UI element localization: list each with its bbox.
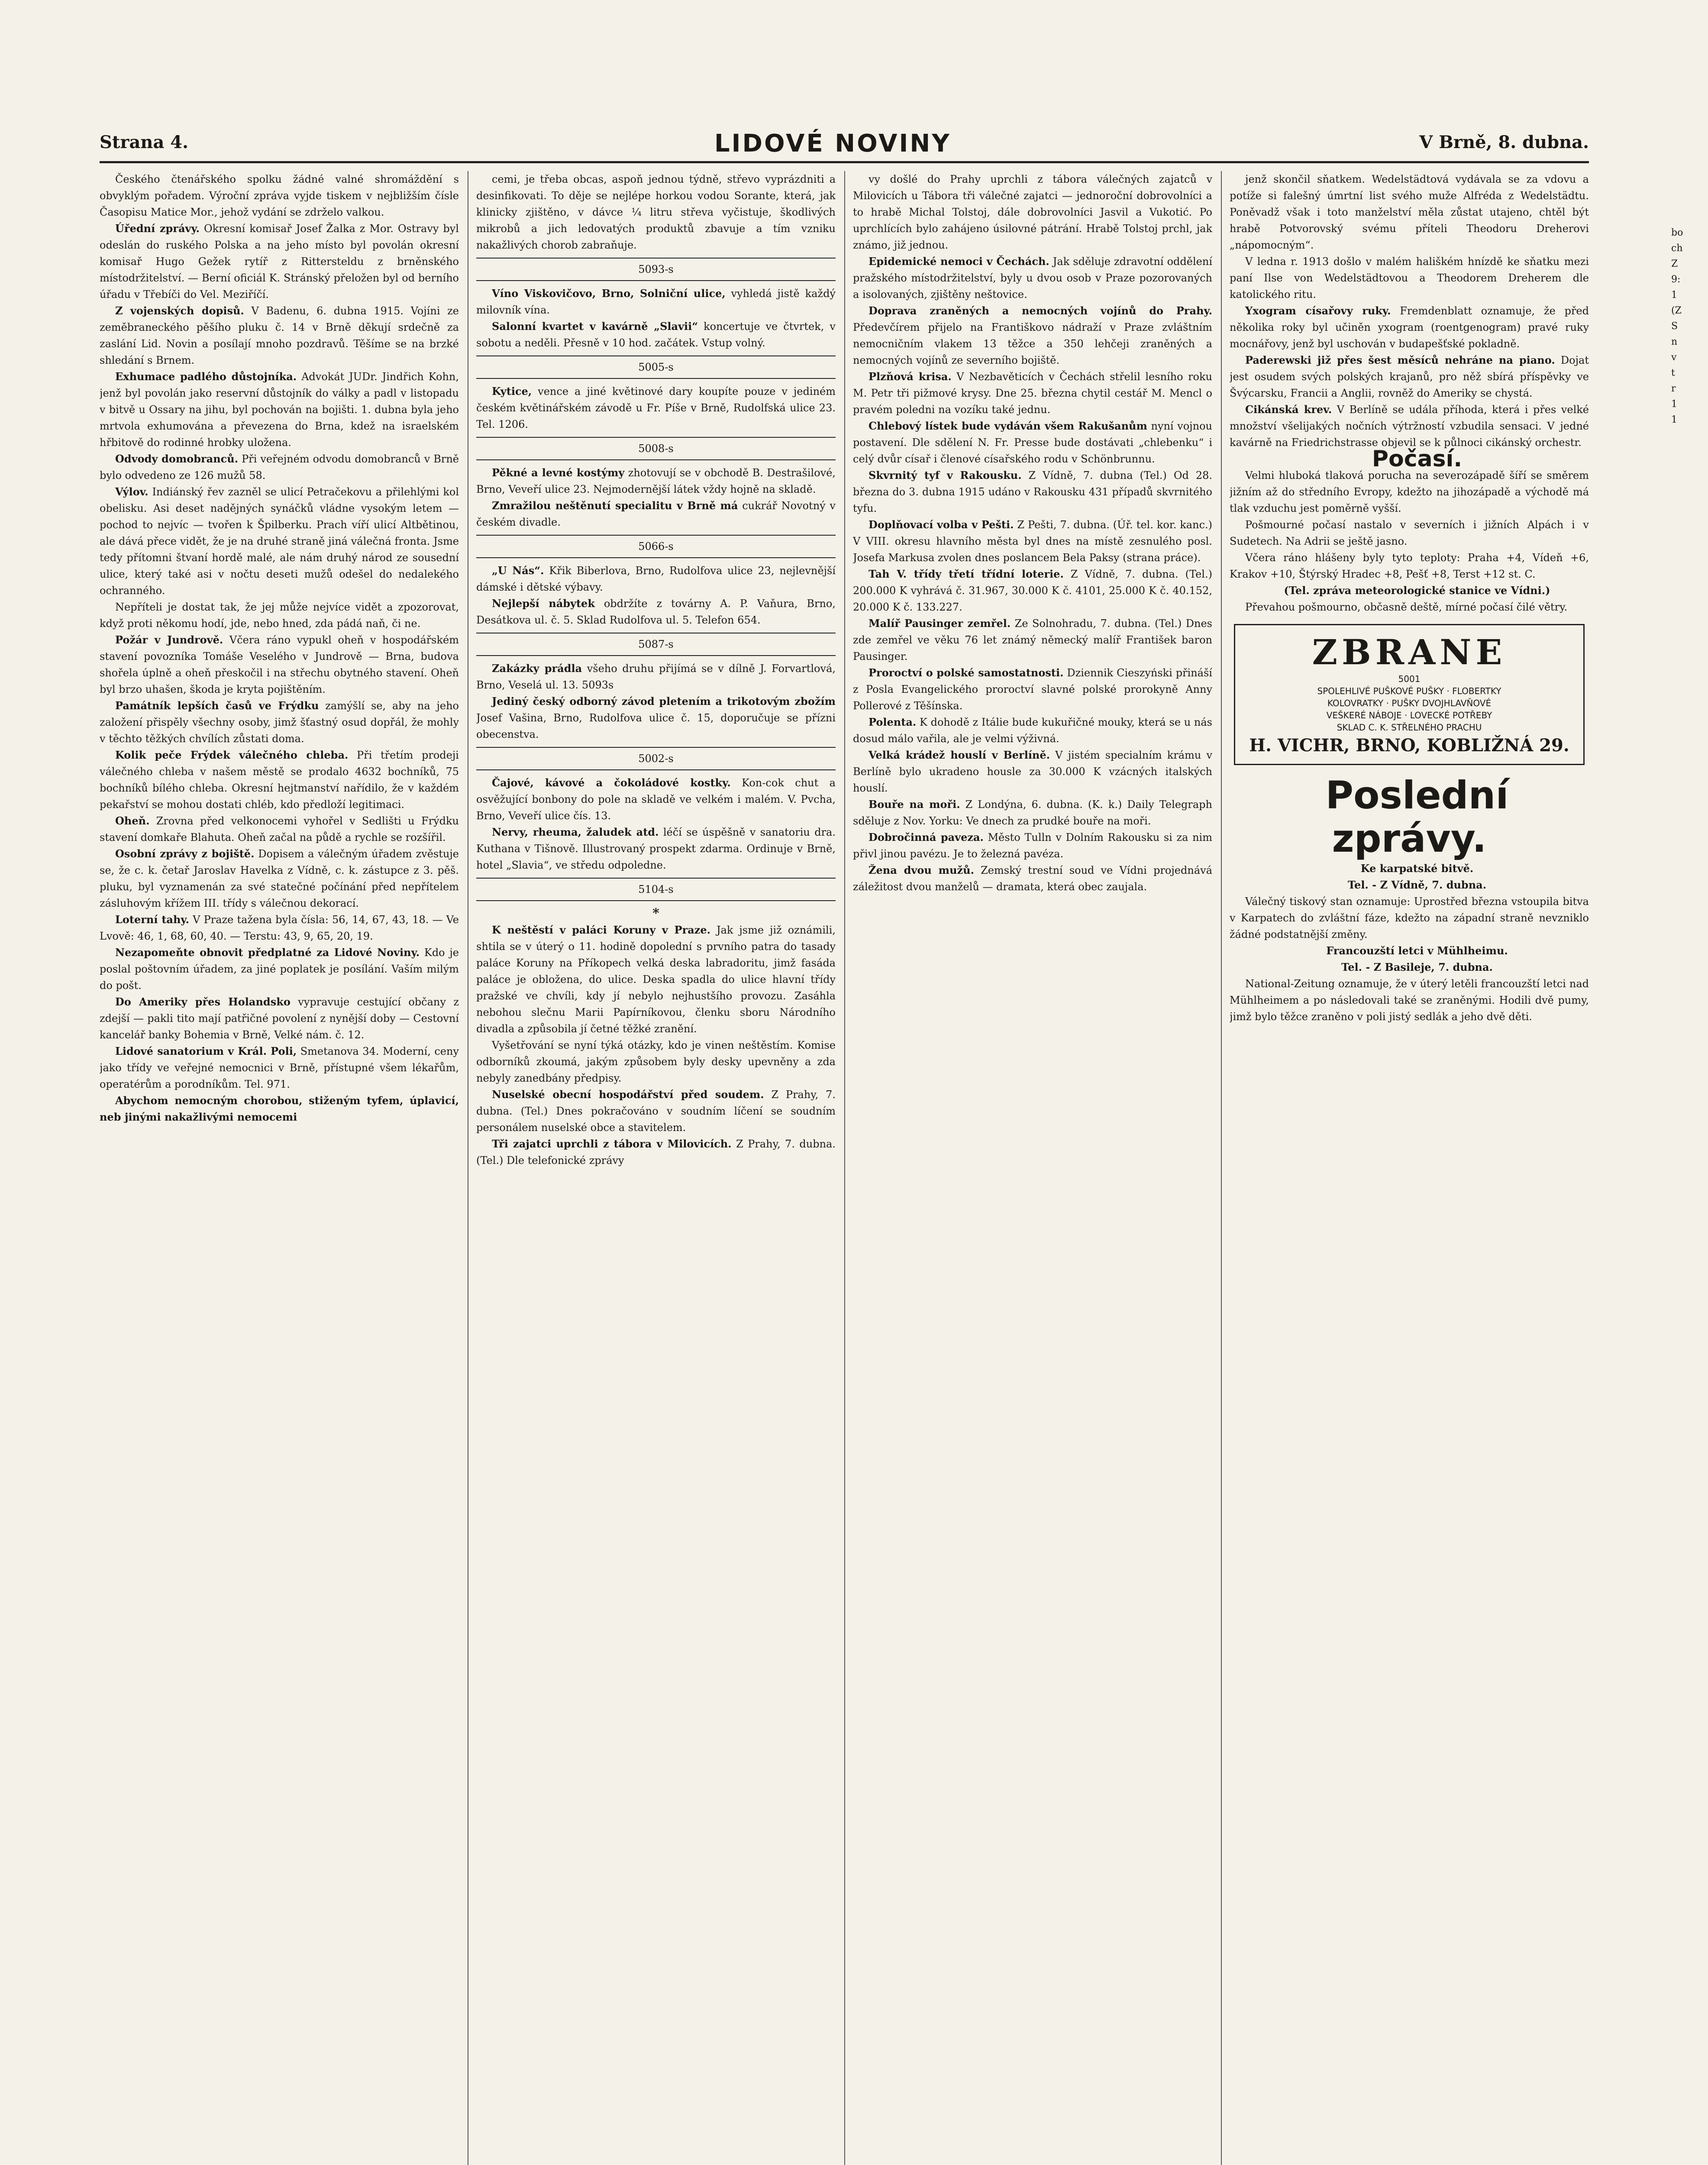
article-text: V Badenu, 6. dubna 1915. Vojíni ze zeměbraneckého pěšího pluku č. 14 v Brně děkují srdečně za zaslání Lid. Novin a posílají mnoho pozdravů. Těšíme se na brzké shledání s Brnem. (100, 305, 459, 366)
article-headline: Proroctví o polské samostatnosti. (869, 666, 1064, 679)
article-text: Velmi hluboká tlaková porucha na severozápadě šíří se směrem jižním až do středního Evropy, kdežto na jihozápadě a východě má tlak vzduchu jest poměrně vyšší. (1230, 469, 1589, 514)
article-text: Zemský trestní soud ve Vídni projednává záležitost dvou manželů — dramata, která obec zaujala. (853, 864, 1212, 893)
column-2 (476, 171, 836, 2165)
article-text: Dojat jest osudem svých polských krajanů, pro něž sbírá příspěvky ve Švýcarsku, Francii a Anglii, rovněž do Ameriky se chystá. (1230, 354, 1589, 399)
article-text: Okresní komisař Josef Žalka z Mor. Ostravy byl odeslán do ruského Polska a na jeho místo byl povolán okresní komisař Hugo Gežek rytíř z Rittersteldu z brněnského místodržitelství. — Berní oficiál K. Stránský přeložen byl od berního úřadu v Třebíči do Vel. Meziříčí. (100, 223, 459, 301)
article-text: Převahou pošmourno, občasně deště, mírné počasí čilé větry. (1245, 601, 1568, 613)
article-headline: Zakázky prádla (492, 662, 582, 675)
subheading: Francouzští letci v Mühlheimu. (1326, 944, 1508, 957)
article-headline: Tah V. třídy třetí třídní loterie. (869, 568, 1064, 580)
article-text: Ze Solnohradu, 7. dubna. (Tel.) Dnes zde zemřel ve věku 76 let známý německý malíř František baron Pausinger. (853, 617, 1212, 662)
article-paragraph (853, 829, 1212, 862)
article-paragraph (100, 368, 459, 451)
article-paragraph (853, 665, 1212, 714)
ad-code: 5002-s (476, 747, 836, 770)
article-paragraph (1230, 352, 1589, 401)
article-text: cemi, je třeba obcas, aspoň jednou týdně, střevo vyprázdniti a desinfikovati. To děje se nejlépe horkou vodou Sorante, která, jak klinicky zjištěno, v dávce ¼ litru střeva vyčistuje, škodlivých mikrobů a jich ledovatých produktů zbavuje a tím vzniku nakažlivých chorob zabraňuje. (476, 173, 836, 251)
column-divider (844, 171, 845, 2165)
advert-line: SPOLEHLIVÉ PUŠKOVÉ PUŠKY · FLOBERTKY (1317, 686, 1501, 696)
advert-line: VEŠKERÉ NÁBOJE · LOVECKÉ POTŘEBY (1326, 710, 1492, 721)
article-paragraph (853, 253, 1212, 303)
article-text: Včera ráno hlášeny byly tyto teploty: Praha +4, Vídeň +6, Krakov +10, Štýrský Hradec +8, Pešť +8, Terst +12 st. C. (1230, 552, 1589, 580)
article-paragraph (476, 465, 836, 498)
article-text: V Praze tažena byla čísla: 56, 14, 67, 43, 18. — Ve Lvově: 46, 1, 68, 60, 40. — Terstu: 43, 9, 65, 20, 19. (100, 914, 459, 942)
article-headline: Nejlepší nábytek (492, 597, 595, 610)
article-headline: Víno Viskovičovo, Brno, Solniční ulice, (492, 287, 726, 300)
article-paragraph (100, 484, 459, 599)
subheading: (Tel. zpráva meteorologické stanice ve Vídni.) (1284, 584, 1550, 597)
article-text: Smetanova 34. Moderní, ceny jako třídy ve veřejné nemocnici v Brně, přístupné všem lékařům, operatérům a porodníkům. Tel. 971. (100, 1045, 459, 1090)
article-headline: Pěkné a levné kostýmy (492, 466, 625, 479)
article-text: všeho druhu přijímá se v dílně J. Forvartlová, Brno, Veselá ul. 13. 5093s (476, 662, 836, 691)
article-paragraph (100, 303, 459, 368)
article-headline: Výlov. (115, 485, 149, 498)
article-paragraph (100, 632, 459, 698)
article-paragraph (853, 862, 1212, 895)
section-separator: * (652, 906, 659, 921)
article-headline: Do Ameriky přes Holandsko (115, 995, 291, 1008)
ad-code: 5104-s (476, 878, 836, 901)
article-headline: Požár v Jundrově. (115, 633, 223, 646)
article-headline: Tři zajatci uprchli z tábora v Milovicích. (492, 1137, 732, 1150)
subheading: Tel. - Z Basileje, 7. dubna. (1341, 961, 1493, 973)
article-paragraph (1230, 976, 1589, 1025)
article-headline: Epidemické nemoci v Čechách. (869, 255, 1049, 268)
article-text: Kdo je poslal poštovním úřadem, za jiné poplatek je posílání. Vaším milým do pošt. (100, 947, 459, 992)
article-text: obdržíte z továrny A. P. Vaňura, Brno, Desátkova ul. č. 5. Sklad Rudolfova ul. 5. Telefon 654. (476, 598, 836, 626)
article-headline: Nervy, rheuma, žaludek atd. (492, 826, 659, 838)
article-paragraph (1230, 517, 1589, 549)
article-headline: Zmražilou neštěnutí specialitu v Brně má (492, 499, 738, 512)
article-paragraph (476, 318, 836, 351)
article-headline: Odvody domobranců. (115, 452, 239, 465)
article-headline: Salonní kvartet v kavárně „Slavii“ (492, 320, 698, 333)
article-text: Z Prahy, 7. dubna. (Tel.) Dle telefonické zprávy (476, 1138, 836, 1167)
article-headline: Nuselské obecní hospodářství před soudem. (492, 1088, 764, 1101)
dateline: V Brně, 8. dubna. (1419, 132, 1589, 152)
article-text: Z Prahy, 7. dubna. (Tel.) Dnes pokračováno v soudním líčení se soudním personálem nuselské obce a stavitelem. (476, 1089, 836, 1134)
header-rule (100, 161, 1589, 163)
article-paragraph (100, 220, 459, 303)
article-headline: Velká krádež houslí v Berlíně. (869, 749, 1050, 761)
advert-code: 5001 (1398, 674, 1421, 684)
article-paragraph (853, 467, 1212, 517)
article-text: Dziennik Cieszyński přináší z Posla Evangelického proroctví slavné polské prorokyně Anny Pollerové z Těšínska. (853, 667, 1212, 712)
article-paragraph (853, 615, 1212, 665)
article-headline: Nezapomeňte obnovit předplatné za Lidové Noviny. (115, 946, 420, 959)
article-headline: Exhumace padlého důstojníka. (115, 370, 297, 383)
advert-zbrane (1234, 624, 1585, 765)
article-text: Z Vídně, 7. dubna (Tel.) Od 28. března do 3. dubna 1915 udáno v Rakousku 431 případů skvrnitého tyfu. (853, 469, 1212, 514)
ad-code: 5093-s (476, 258, 836, 281)
article-paragraph (476, 562, 836, 595)
page-number: Strana 4. (100, 132, 189, 152)
article-paragraph (853, 303, 1212, 368)
article-text: Při veřejném odvodu domobranců v Brně bylo odvedeno ze 126 mužů 58. (100, 453, 459, 481)
article-paragraph (1230, 303, 1589, 352)
article-paragraph (476, 1086, 836, 1136)
article-paragraph (853, 368, 1212, 418)
column-1 (100, 171, 459, 2165)
article-headline: Žena dvou mužů. (869, 864, 974, 876)
advert-address: H. VICHR, BRNO, KOBLIŽNÁ 29. (1249, 735, 1569, 756)
article-headline: Malíř Pausinger zemřel. (869, 617, 1011, 630)
article-paragraph (476, 693, 836, 743)
article-paragraph (1230, 467, 1589, 517)
article-paragraph (100, 994, 459, 1043)
article-text: vyhledá jistě každý milovník vína. (476, 288, 836, 316)
article-text: Fremdenblatt oznamuje, že před několika roky byl učiněn yxogram (roentgenogram) pravé ruky mocnářovy, jenž byl uschován v budapešťské pokladně. (1230, 305, 1589, 350)
column-4 (1230, 171, 1589, 2165)
article-text: Válečný tiskový stan oznamuje: Uprostřed března vstoupila bitva v Karpatech do zvláštní fáze, kdežto na západní straně nevzniklo žádné podstatnější změny. (1230, 895, 1589, 940)
article-headline: Jediný český odborný závod pletením a trikotovým zbožím (492, 695, 836, 708)
article-paragraph (476, 922, 836, 1037)
article-text: Vyšetřování se nyní týká otázky, kdo je vinen neštěstím. Komise odborníků zkoumá, jakým způsobem byly desky upevněny a zda nebyly zanedbány předpisy. (476, 1039, 836, 1084)
article-text: Jak sděluje zdravotní oddělení pražského místodržitelství, byly u dvou osob v Praze pozorovaných a isolovaných, zjištěny neštovice. (853, 255, 1212, 301)
article-text: Dopisem a válečným úřadem zvěstuje se, že c. k. četař Jaroslav Havelka z Vídně, c. k. zástupce z 3. pěš. pluku, byl vyznamenán za své statečné počínání před nepřítelem zásluhovým křížem III. třídy s válečnou dekorací. (100, 848, 459, 909)
ad-code: 5066-s (476, 535, 836, 558)
article-paragraph (476, 775, 836, 824)
article-paragraph (100, 171, 459, 220)
masthead (100, 129, 1589, 171)
advert-line: KOLOVRATKY · PUŠKY DVOJHLAVŇOVÉ (1327, 698, 1492, 708)
article-text: Josef Vašina, Brno, Rudolfova ulice č. 15, doporučuje se přízni obecenstva. (476, 712, 836, 740)
article-text: K dohodě z Itálie bude kukuřičné mouky, která se u nás dosud málo vařila, ale je velmi výživná. (853, 716, 1212, 745)
article-paragraph (476, 498, 836, 530)
newspaper-title: LIDOVÉ NOVINY (714, 129, 951, 158)
ad-code: 5087-s (476, 633, 836, 656)
article-paragraph (1230, 893, 1589, 943)
article-paragraph (1230, 253, 1589, 303)
article-headline: Loterní tahy. (115, 913, 189, 926)
article-text: Z Londýna, 6. dubna. (K. k.) Daily Telegraph sděluje z Nov. Yorku: Ve dnech za prudké bouře na moři. (853, 798, 1212, 827)
article-paragraph (853, 171, 1212, 253)
advert-title: ZBRANE (1312, 632, 1507, 672)
article-text: Z Vídně, 7. dubna. (Tel.) 200.000 K vyhrává č. 31.967, 30.000 K č. 4101, 25.000 K č. 40.152, 20.000 K č. 133.227. (853, 568, 1212, 613)
article-paragraph (1230, 549, 1589, 582)
article-text: léčí se úspěšně v sanatoriu dra. Kuthana v Tišnově. Illustrovaný prospekt zdarma. Ordinuje v Brně, hotel „Slavia“, ve středu odpoledne. (476, 826, 836, 871)
article-headline: Yxogram císařovy ruky. (1245, 304, 1391, 317)
article-headline: Osobní zprávy z bojiště. (115, 847, 255, 860)
article-headline: Skvrnitý tyf v Rakousku. (869, 469, 1022, 481)
article-paragraph (853, 747, 1212, 796)
article-paragraph (100, 698, 459, 747)
article-paragraph (100, 1092, 459, 1125)
article-text: Město Tulln v Dolním Rakousku si za nim přivl jinou pavézu. Je to železná pavéza. (853, 831, 1212, 860)
article-text: Z Pešti, 7. dubna. (Úř. tel. kor. kanc.) V VIII. okresu hlavního města byl dnes na místě zesnulého posl. Josefa Markusa zvolen dnes poslancem Bela Paksy (strana práce). (853, 519, 1212, 564)
article-headline: Čajové, kávové a čokoládové kostky. (492, 776, 731, 789)
article-headline: K neštěstí v paláci Koruny v Praze. (492, 924, 711, 936)
article-headline: Oheň. (115, 814, 150, 827)
latest-news-heading: Poslední zprávy. (1325, 773, 1509, 861)
article-text: Křik Biberlova, Brno, Rudolfova ulice 23, nejlevnější dámské i dětské výbavy. (476, 565, 836, 593)
article-headline: Chlebový lístek bude vydáván všem Rakušanům (869, 420, 1147, 432)
article-text: V jistém specialním krámu v Berlíně bylo ukradeno housle za 30.000 K vzácných italských houslí. (853, 749, 1212, 794)
article-paragraph (853, 714, 1212, 747)
article-paragraph (476, 1037, 836, 1086)
article-paragraph (100, 599, 459, 632)
article-headline: Doplňovací volba v Pešti. (869, 518, 1014, 531)
article-headline: „U Nás“. (492, 564, 544, 577)
article-text: Při třetím prodeji válečného chleba v našem městě se prodalo 4632 bochníků, 75 bochníků bílého chleba. Okresní hejtmanství nařídilo, že v každém pekařství se mohou dostati chléb, kdo předloží legitimaci. (100, 749, 459, 811)
article-text: Včera ráno vypukl oheň v hospodářském stavení povozníka Tomáše Veselého v Jundrově — Brna, budova shořela úplně a oheň přeskočil i na střechu obytného stavení. Oheň byl brzo uhašen, škoda je kryta pojištěním. (100, 634, 459, 695)
article-headline: Kytice, (492, 385, 532, 397)
article-text: zhotovují se v obchodě B. Destrašilové, Brno, Veveří ulice 23. Nejmodernější látek vždy hojně na skladě. (476, 467, 836, 495)
article-text: Českého čtenářského spolku žádné valné shromáždění s obvyklým pořadem. Výroční zpráva vyjde tiskem v nejbližším čísle Časopisu Matice Mor., jehož vydání se zdrželo valkou. (100, 173, 459, 218)
article-text: Nepříteli je dostat tak, že jej může nejvíce vidět a zpozorovat, když proti někomu hodí, jde, nebo hned, zda pádá naň, či ne. (100, 601, 459, 630)
article-text: V Berlíně se udála příhoda, která i přes velké množství všelijakých nočních výtržností vzbudila sensaci. V jedné kavárně na Friedrichstrasse objevil se k půlnoci cikánský orchestr. (1230, 404, 1589, 449)
article-text: nyní vojnou postavení. Dle sdělení N. Fr. Presse bude dostávati „chlebenku“ i celý dvůr císař i členové císařského rodu v Schönbrunnu. (853, 420, 1212, 465)
article-paragraph (476, 171, 836, 253)
article-headline: Dobročinná paveza. (869, 831, 984, 843)
article-headline: Památník lepších časů ve Frýdku (115, 699, 319, 712)
article-text: V Nezbavěticích v Čechách střelil lesního roku M. Petr tři pižmové krysy. Dne 25. března chytil cestář M. Mencl o pravém poledni na vozíku také jednu. (853, 371, 1212, 416)
article-text: cukrář Novotný v českém divadle. (476, 500, 836, 528)
article-paragraph (100, 1043, 459, 1092)
article-paragraph (476, 1136, 836, 1169)
article-headline: Paderewski již přes šest měsíců nehráne na piano. (1245, 354, 1555, 366)
article-text: vy došlé do Prahy uprchli z tábora válečných zajatců v Milovicích u Tábora tři válečné zajatci — jednoroční dobrovolníci a to hrabě Michal Tolstoj, dále dobrovolníci Jasvil a Vukotić. Po uprchlících bylo zahájeno úsilovné pátrání. Hrabě Tolstoj prchl, jak známo, již jednou. (853, 173, 1212, 251)
article-text: vypravuje cestující občany z zdejší — pakli tito mají patřičné povolení z nynější doby — Cestovní kancelář banky Bohemia v Brně, Velké nám. č. 12. (100, 996, 459, 1041)
article-text: Advokát JUDr. Jindřich Kohn, jenž byl povolán jako reservní důstojník do války a padl v listopadu v bitvě u Ossary na jihu, byl pochován na bojišti. 1. dubna byla jeho mrtvola exhumována a převezena do Brna, kdež na israelském hřbitově do rodinné hrobky uložena. (100, 371, 459, 449)
article-headline: Lidové sanatorium v Král. Poli, (115, 1045, 297, 1057)
article-text: vence a jiné květinové dary koupíte pouze v jediném českém květinářském závodě u Fr. Píše v Brně, Rudolfská ulice 23. Tel. 1206. (476, 385, 836, 430)
article-paragraph (100, 911, 459, 944)
article-headline: Doprava zraněných a nemocných vojínů do Prahy. (869, 304, 1212, 317)
article-headline: Plzňová krisa. (869, 370, 952, 383)
article-headline: Cikánská krev. (1245, 403, 1332, 416)
article-paragraph (476, 285, 836, 318)
article-headline: Polenta. (869, 716, 917, 728)
article-paragraph (476, 824, 836, 873)
article-paragraph (100, 944, 459, 994)
article-paragraph (853, 566, 1212, 615)
article-text: V ledna r. 1913 došlo v malém hališkém hnízdě ke sňatku mezi paní Ilse von Wedelstädtovou a Theodorem Dreherem dle katolického ritu. (1230, 255, 1589, 301)
article-text: Kon-cok chut a osvěžující bonbony do pole na skladě ve velkém i malém. V. Pvcha, Brno, Veveří ulice čís. 13. (476, 777, 836, 822)
article-text: Jak jsme již oznámili, shtila se v úterý o 11. hodině dopolední s prvního patra do tasady paláce Koruny na Příkopech velká deska labradoritu, jimž fasáda paláce je obložena, do ulice. Deska spadla do ulice hlavní třídy pražské ve chvíli, kdy jí nebylo nejhustšího provozu. Zasáhla nebohou slečnu Marii Papírníkovou, členku sboru Národního divadla a způsobila jí četné těžké zranění. (476, 924, 836, 1035)
article-paragraph (100, 451, 459, 484)
article-text: zamýšlí se, aby na jeho založení přispěly všechny osoby, jimž šťastný osud dopřál, že mohly v těchto těžkých chvílích zůstati doma. (100, 700, 459, 745)
article-paragraph (853, 796, 1212, 829)
article-text: koncertuje ve čtvrtek, v sobotu a neděli. Přesně v 10 hod. začátek. Vstup volný. (476, 320, 836, 349)
article-headline: Kolik peče Frýdek válečného chleba. (115, 749, 349, 761)
article-headline: Z vojenských dopisů. (115, 304, 244, 317)
article-text: Indiánský řev zazněl se ulicí Petračekovu a přilehlými kol obelisku. Asi deset nadějných synáčků vládne vysokým letem — pochod to nejvíc — tvořen k Špilberku. Prach víří ulicí Altbětinou, ale dává přece vidět, že je na druhé straně jiná válečná fronta. Jsme tedy přítomni štvaní hordě malé, ale nám druhý národ ze sousední ulice, který také asi v nočtu deseti mužů odešel do nedalekého ochranného. (100, 486, 459, 597)
article-text: jenž skončil sňatkem. Wedelstädtová vydávala se za vdovu a potíže si falešný úmrtní list svého muže Alfréda z Wedelstädtu. Poněvadž však i toto manželství měla zůstat utajeno, chtěl být hrabě Potvorovský svému příteli Theodoru Dreherovi „nápomocným“. (1230, 173, 1589, 251)
subheading: Ke karpatské bitvě. (1360, 862, 1474, 875)
article-paragraph (100, 846, 459, 911)
column-divider (1221, 171, 1222, 2165)
article-paragraph (1230, 401, 1589, 451)
article-text: Zrovna před velkonocemi vyhořel v Sedlišti u Frýdku stavení domkaře Blahuta. Oheň začal na půdě a rychle se rozšířil. (100, 815, 459, 843)
subheading: Tel. - Z Vídně, 7. dubna. (1347, 879, 1487, 891)
column-3 (853, 171, 1212, 2165)
article-headline: Úřední zprávy. (115, 222, 200, 235)
article-paragraph (1230, 599, 1589, 615)
article-paragraph (100, 813, 459, 846)
article-paragraph (100, 747, 459, 813)
weather-heading: Počasí. (1372, 446, 1463, 472)
article-paragraph (853, 517, 1212, 566)
article-paragraph (476, 660, 836, 693)
adjacent-page-edge-text: bo ch Z 9: 1 (Z S n v t r 1 1 (1671, 227, 1683, 425)
article-paragraph (476, 383, 836, 433)
article-text: Pošmourné počasí nastalo v severních i jižních Alpách i v Sudetech. Na Adrii se ještě jasno. (1230, 519, 1589, 547)
article-paragraph (1230, 171, 1589, 253)
article-text: National-Zeitung oznamuje, že v úterý letěli francouzští letci nad Mühlheimem a po následovali také se zraněnými. Hodili dvě pumy, jimž bylo těžce zraněno v poli jistý sedlák a jeho dvě děti. (1230, 978, 1589, 1023)
article-headline: Bouře na moři. (869, 798, 960, 811)
article-paragraph (476, 595, 836, 628)
article-text: Předevčírem přijelo na Františkovo nádraží v Praze zvláštním nemocničním vlakem 13 těžce a 350 lehčeji zraněných a nemocných vojínů ze severního bojiště. (853, 321, 1212, 366)
advert-line: SKLAD C. K. STŘELNÉHO PRACHU (1337, 722, 1482, 733)
article-headline: Abychom nemocným chorobou, stiženým tyfem, úplavicí, neb jinými nakažlivými nemocemi (100, 1094, 459, 1123)
ad-code: 5005-s (476, 355, 836, 379)
ad-code: 5008-s (476, 437, 836, 460)
article-paragraph (853, 418, 1212, 467)
